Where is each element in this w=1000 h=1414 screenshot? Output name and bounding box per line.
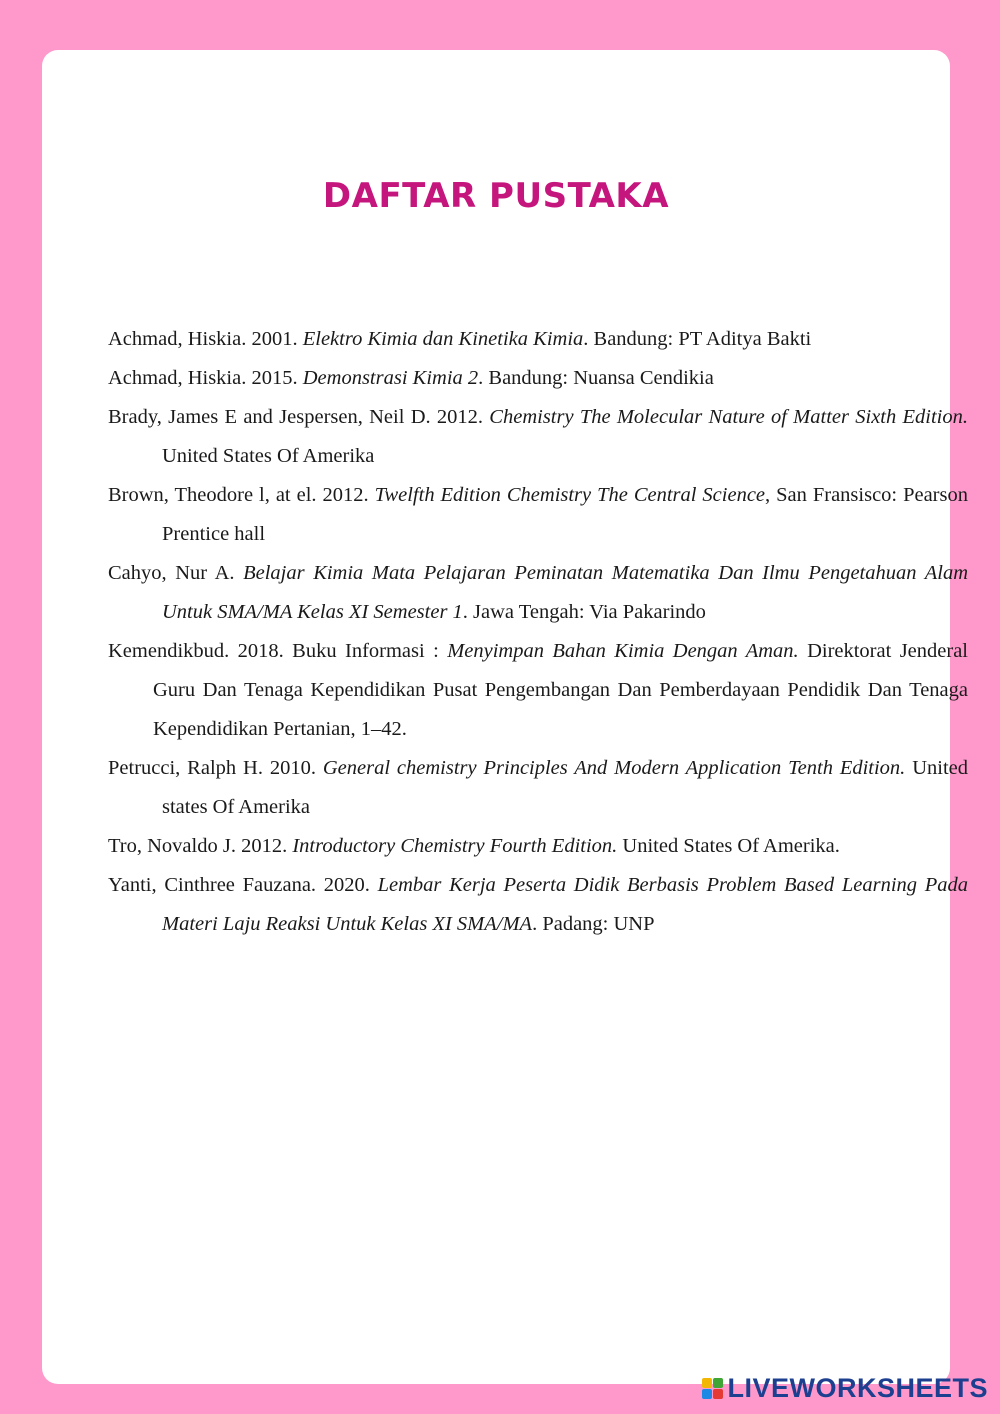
reference-item: Cahyo, Nur A. Belajar Kimia Mata Pelajaran Peminatan Matematika Dan Ilmu Pengetahuan Alam Untuk SMA/MA Kelas XI Semester 1. Jawa Tengah: Via Pakarindo xyxy=(108,562,968,623)
reference-item: Tro, Novaldo J. 2012. Introductory Chemistry Fourth Edition. United States Of Amerika. xyxy=(108,835,840,857)
reference-item: Petrucci, Ralph H. 2010. General chemistry Principles And Modern Application Tenth Edition. United states Of Amerika xyxy=(108,757,968,818)
reference-item: Kemendikbud. 2018. Buku Informasi : Menyimpan Bahan Kimia Dengan Aman. Direktorat Jenderal Guru Dan Tenaga Kependidikan Pusat Pengembangan Dan Pemberdayaan Pendidik Dan Tenaga Kependidikan Pertanian, 1–42. xyxy=(108,640,968,740)
reference-item: Achmad, Hiskia. 2015. Demonstrasi Kimia 2. Bandung: Nuansa Cendikia xyxy=(108,367,714,389)
liveworksheets-icon xyxy=(702,1378,723,1399)
icon-tile xyxy=(713,1378,723,1388)
reference-list xyxy=(108,320,968,944)
icon-tile xyxy=(702,1378,712,1388)
reference-item: Yanti, Cinthree Fauzana. 2020. Lembar Kerja Peserta Didik Berbasis Problem Based Learning Pada Materi Laju Reaksi Untuk Kelas XI SMA/MA. Padang: UNP xyxy=(108,874,968,935)
page-title: DAFTAR PUSTAKA xyxy=(322,176,670,216)
liveworksheets-logo[interactable] xyxy=(702,1373,988,1404)
reference-item: Brady, James E and Jespersen, Neil D. 2012. Chemistry The Molecular Nature of Matter Sixth Edition. United States Of Amerika xyxy=(108,406,968,467)
reference-item: Brown, Theodore l, at el. 2012. Twelfth Edition Chemistry The Central Science, San Fransisco: Pearson Prentice hall xyxy=(108,484,968,545)
worksheet-page xyxy=(42,50,968,1384)
icon-tile xyxy=(713,1389,723,1399)
reference-item: Achmad, Hiskia. 2001. Elektro Kimia dan Kinetika Kimia. Bandung: PT Aditya Bakti xyxy=(108,328,812,350)
brand-name: LIVEWORKSHEETS xyxy=(727,1373,988,1403)
icon-tile xyxy=(702,1389,712,1399)
